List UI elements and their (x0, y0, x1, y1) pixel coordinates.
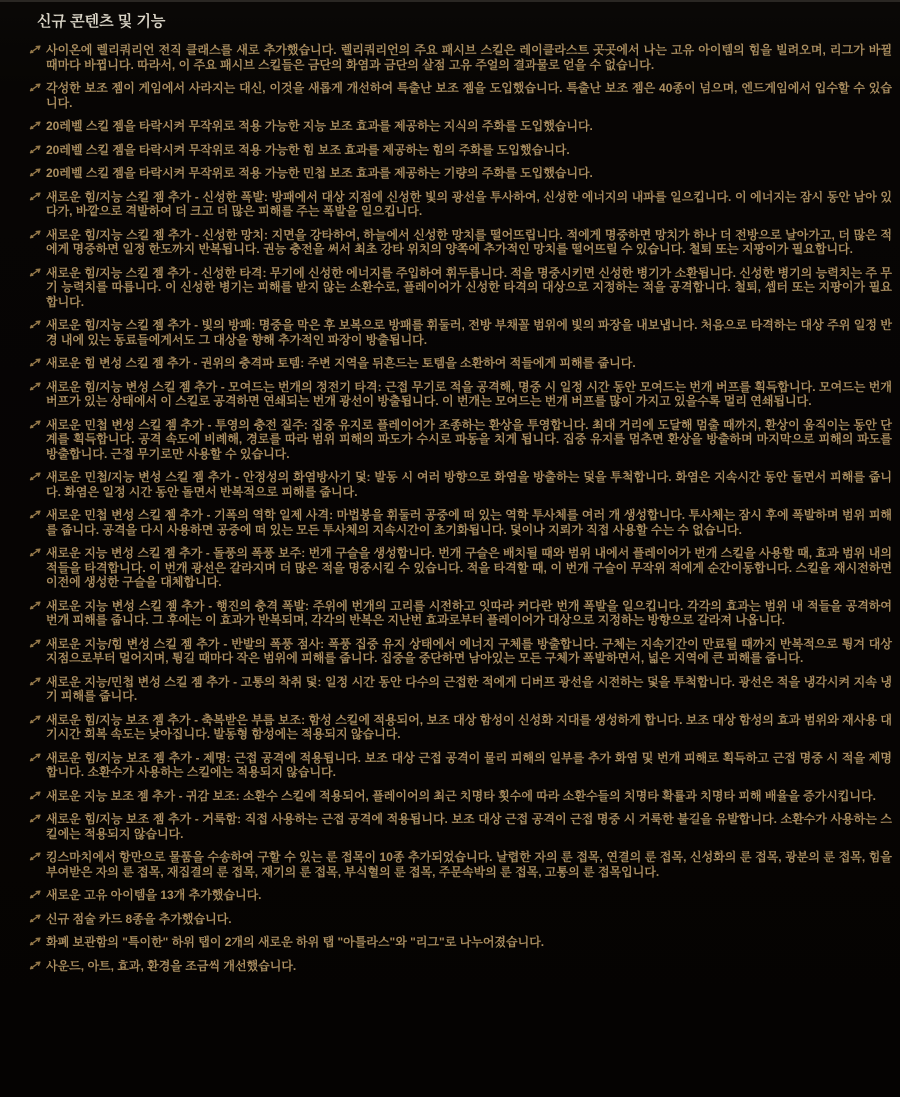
patch-note-item (28, 675, 892, 704)
arrow-bullet-icon (29, 914, 41, 924)
patch-note-text: 새로운 지능 변성 스킬 젬 추가 - 행진의 충격 폭발: 주위에 번개의 고리를 시전하고 잇따라 커다란 번개 폭발을 일으킵니다. 각각의 효과는 범위 내 적들을 공격하여 번개 피해를 줍니다. 그 후에는 이 효과가 반복되며, 각각의 반복은 지난번 효과로부터 플레이어가 대상으로 지정하는 방향으로 갈라져 나옵니다. (46, 598, 892, 627)
patch-note-item (28, 266, 892, 310)
patch-note-text: 새로운 지능 변성 스킬 젬 추가 - 돌풍의 폭풍 보주: 번개 구슬을 생성합니다. 번개 구슬은 배치될 때와 범위 내에서 플레이어가 번개 스킬을 사용할 때, 효과 범위 내의 적들을 타격합니다. 이 번개 광선은 갈라지며 더 많은 적을 명중시킬 수 있습니다. 적을 타격할 때, 이 번개 구슬이 무작위 적에게 순간이동합니다. 스킬을 재시전하면 이전에 생성한 구슬을 대체합니다. (46, 546, 892, 589)
patch-note-text: 사운드, 아트, 효과, 환경을 조금씩 개선했습니다. (46, 958, 297, 973)
patch-note-item (28, 143, 892, 158)
arrow-bullet-icon (29, 145, 41, 155)
patch-note-text: 새로운 힘/지능 보조 젬 추가 - 거룩함: 직접 사용하는 근접 공격에 적용됩니다. 보조 대상 근접 공격이 근접 명중 시 거룩한 불길을 유발합니다. 소환수가 사용하는 스킬에는 적용되지 않습니다. (46, 812, 892, 841)
patch-note-text: 새로운 고유 아이템을 13개 추가했습니다. (46, 888, 262, 902)
patch-note-item (28, 850, 892, 879)
arrow-bullet-icon (29, 420, 41, 430)
arrow-bullet-icon (29, 601, 41, 611)
patch-note-text: 20레벨 스킬 젬을 타락시켜 무작위로 적용 가능한 민첩 보조 효과를 제공하는 기량의 주화를 도입했습니다. (46, 166, 593, 180)
patch-note-item (28, 166, 892, 181)
patch-note-text: 각성한 보조 젬이 게임에서 사라지는 대신, 이것을 새롭게 개선하여 특출난 보조 젬을 도입했습니다. 특출난 보조 젬은 40종이 넘으며, 엔드게임에서 입수할 수 있습니다. (46, 81, 892, 110)
arrow-bullet-icon (29, 937, 41, 947)
patch-note-item (28, 912, 892, 927)
patch-note-text: 새로운 민첩 변성 스킬 젬 추가 - 기폭의 역학 일제 사격: 마법봉을 휘둘러 공중에 떠 있는 역학 투사체를 여러 개 생성합니다. 투사체는 잠시 후에 폭발하며 범위 피해를 줍니다. 공격을 다시 사용하면 공중에 떠 있는 모든 투사체의 지속시간이 초기화됩니다. 덫이나 지뢰가 직접 사용할 수는 수 없습니다. (46, 508, 892, 537)
arrow-bullet-icon (29, 852, 41, 862)
patch-note-text: 새로운 힘/지능 스킬 젬 추가 - 신성한 망치: 지면을 강타하여, 하늘에서 신성한 망치를 떨어뜨립니다. 적에게 명중하면 망치가 하나 더 전방으로 날아가고, 더 많은 적에게 명중하면 일정 한도까지 반복됩니다. 권능 충전을 써서 최초 강타 위치의 양쪽에 추가적인 망치를 떨어뜨릴 수 있습니다. 철퇴 또는 지팡이가 필요합니다. (46, 227, 892, 256)
patch-note-item (28, 418, 892, 462)
arrow-bullet-icon (29, 320, 41, 330)
arrow-bullet-icon (29, 961, 41, 971)
patch-note-item (28, 888, 892, 903)
patch-note-text: 새로운 지능 보조 젬 추가 - 귀감 보조: 소환수 스킬에 적용되어, 플레이어의 최근 치명타 횟수에 따라 소환수들의 치명타 확률과 치명타 피해 배율을 증가시킵니다. (46, 788, 876, 803)
patch-note-text: 새로운 힘/지능 변성 스킬 젬 추가 - 모여드는 번개의 정전기 타격: 근접 무기로 적을 공격해, 명중 시 일정 시간 동안 모여드는 번개 버프를 획득합니다. 모여드는 번개 버프가 있는 상태에서 이 스킬로 공격하면 연쇄되는 번개 광선이 방출됩니다. 이 번개는 모여드는 번개 버프를 많이 가지고 있을수록 멀리 연쇄됩니다. (46, 379, 892, 408)
patch-note-item (28, 599, 892, 628)
patch-note-text: 새로운 힘/지능 스킬 젬 추가 - 신성한 폭발: 방패에서 대상 지점에 신성한 빛의 광선을 투사하여, 신성한 에너지의 내파를 일으킵니다. 이 에너지는 잠시 동안 남아 있다가, 바깥으로 격발하여 더 크고 더 많은 피해를 주는 폭발을 일으킵니다. (46, 189, 892, 218)
patch-note-text: 새로운 힘 변성 스킬 젬 추가 - 권위의 충격파 토템: 주변 지역을 뒤흔드는 토템을 소환하여 적들에게 피해를 줍니다. (46, 356, 636, 370)
arrow-bullet-icon (29, 121, 41, 131)
patch-note-item (28, 119, 892, 134)
arrow-bullet-icon (29, 677, 41, 687)
patch-note-item (28, 228, 892, 257)
arrow-bullet-icon (29, 83, 41, 93)
patch-note-item (28, 637, 892, 666)
patch-note-item (28, 935, 892, 950)
arrow-bullet-icon (29, 814, 41, 824)
patch-note-text: 20레벨 스킬 젬을 타락시켜 무작위로 적용 가능한 힘 보조 효과를 제공하는 힘의 주화를 도입했습니다. (46, 142, 570, 157)
arrow-bullet-icon (29, 382, 41, 392)
patch-note-item (28, 470, 892, 499)
patch-note-text: 화폐 보관함의 "특이한" 하위 탭이 2개의 새로운 하위 탭 "아틀라스"와 "리그"로 나누어졌습니다. (46, 935, 545, 949)
patch-note-item (28, 380, 892, 409)
patch-note-item (28, 508, 892, 537)
arrow-bullet-icon (29, 791, 41, 801)
arrow-bullet-icon (29, 753, 41, 763)
patch-note-item (28, 959, 892, 974)
arrow-bullet-icon (29, 639, 41, 649)
patch-note-item (28, 751, 892, 780)
patch-note-item (28, 812, 892, 841)
arrow-bullet-icon (29, 548, 41, 558)
patch-notes-list (28, 43, 892, 973)
patch-note-text: 새로운 지능/민첩 변성 스킬 젬 추가 - 고통의 착취 덫: 일정 시간 동안 다수의 근접한 적에게 디버프 광선을 시전하는 덫을 투척합니다. 광선은 적을 냉각시켜 지속 냉기 피해를 줍니다. (46, 674, 892, 703)
patch-note-item (28, 81, 892, 110)
arrow-bullet-icon (29, 168, 41, 178)
arrow-bullet-icon (29, 715, 41, 725)
patch-note-text: 새로운 힘/지능 스킬 젬 추가 - 빛의 방패: 명중을 막은 후 보복으로 방패를 휘둘러, 전방 부채꼴 범위에 빛의 파장을 내보냅니다. 처음으로 타격하는 대상 주위 일정 반경 내에 있는 동료들에게서도 그 대상을 향해 추가적인 파장이 방출됩니다. (46, 318, 892, 347)
patch-note-text: 새로운 민첩/지능 변성 스킬 젬 추가 - 안정성의 화염방사기 덫: 발동 시 여러 방향으로 화염을 방출하는 덫을 투척합니다. 화염은 지속시간 동안 돌면서 피해를 줍니다. 화염은 일정 시간 동안 돌면서 반복적으로 피해를 줍니다. (46, 470, 892, 499)
patch-note-text: 킹스마치에서 항만으로 물품을 수송하여 구할 수 있는 룬 접목이 10종 추가되었습니다. 날렵한 자의 룬 접목, 연결의 룬 접목, 신성화의 룬 접목, 광분의 룬 접목, 힘을 부여받은 자의 룬 접목, 재집결의 룬 접목, 재기의 룬 접목, 부식혈의 룬 접목, 주문속박의 룬 접목, 고통의 룬 접목입니다. (46, 850, 892, 879)
patch-note-text: 새로운 지능/힘 변성 스킬 젬 추가 - 반발의 폭풍 점사: 폭풍 집중 유지 상태에서 에너지 구체를 방출합니다. 구체는 지속기간이 만료될 때까지 반복적으로 튕겨 대상 지점으로부터 멀어지며, 튕길 때마다 작은 범위에 피해를 줍니다. 집중을 중단하면 남아있는 모든 구체가 폭발하면서, 넓은 지역에 큰 피해를 줍니다. (46, 636, 892, 665)
patch-note-item (28, 190, 892, 219)
patch-note-text: 사이온에 렐리쿼리언 전직 클래스를 새로 추가했습니다. 렐리쿼리언의 주요 패시브 스킬은 레이클라스트 곳곳에서 나는 고유 아이템의 힘을 빌려오며, 리그가 바뀔 때마다 바뀝니다. 따라서, 이 주요 패시브 스킬들은 금단의 화염과 금단의 살점 고유 주얼의 결과물로 얻을 수 없습니다. (46, 43, 892, 72)
arrow-bullet-icon (29, 45, 41, 55)
patch-note-item (28, 43, 892, 72)
patch-note-item (28, 789, 892, 804)
arrow-bullet-icon (29, 192, 41, 202)
patch-note-item (28, 356, 892, 371)
arrow-bullet-icon (29, 268, 41, 278)
patch-note-text: 새로운 힘/지능 보조 젬 추가 - 축복받은 부름 보조: 함성 스킬에 적용되어, 보조 대상 함성이 신성화 지대를 생성하게 합니다. 보조 대상 함성의 효과 범위와 재사용 대기시간 회복 속도는 낮아집니다. 발동형 함성에는 적용되지 않습니다. (46, 712, 892, 741)
patch-note-text: 새로운 힘/지능 스킬 젬 추가 - 신성한 타격: 무기에 신성한 에너지를 주입하여 휘두릅니다. 적을 명중시키면 신성한 병기가 소환됩니다. 신성한 병기의 능력치는 주 무기 능력치를 따릅니다. 이 신성한 병기는 피해를 받지 않는 소환수로, 플레이어가 신성한 타격의 대상으로 지정하는 적을 공격합니다. 철퇴, 셉터 또는 지팡이가 필요합니다. (46, 265, 892, 309)
patch-note-text: 신규 점술 카드 8종을 추가했습니다. (46, 911, 232, 926)
arrow-bullet-icon (29, 230, 41, 240)
patch-note-item (28, 546, 892, 590)
section-title: 신규 콘텐츠 및 기능 (37, 13, 166, 30)
patch-note-text: 새로운 힘/지능 보조 젬 추가 - 제명: 근접 공격에 적용됩니다. 보조 대상 근접 공격이 물리 피해의 일부를 추가 화염 및 번개 피해로 획득하고 근접 명중 시 적을 제명합니다. 소환수가 사용하는 스킬에는 적용되지 않습니다. (46, 750, 892, 779)
arrow-bullet-icon (29, 358, 41, 368)
arrow-bullet-icon (29, 472, 41, 482)
arrow-bullet-icon (29, 510, 41, 520)
patch-note-item (28, 318, 892, 347)
arrow-bullet-icon (29, 890, 41, 900)
patch-note-text: 새로운 민첩 변성 스킬 젬 추가 - 투영의 충전 질주: 집중 유지로 플레이어가 조종하는 환상을 투영합니다. 최대 거리에 도달해 멈출 때까지, 환상이 움직이는 동안 단계를 획득합니다. 공격 속도에 비례해, 경로를 따라 범위 피해의 파도가 수시로 파동을 치게 됩니다. 집중 유지를 멈추면 환상을 방출하며 마지막으로 피해의 파도를 방출합니다. 근접 무기로만 사용할 수 있습니다. (46, 417, 892, 461)
patch-note-item (28, 713, 892, 742)
patch-note-text: 20레벨 스킬 젬을 타락시켜 무작위로 적용 가능한 지능 보조 효과를 제공하는 지식의 주화를 도입했습니다. (46, 119, 593, 133)
